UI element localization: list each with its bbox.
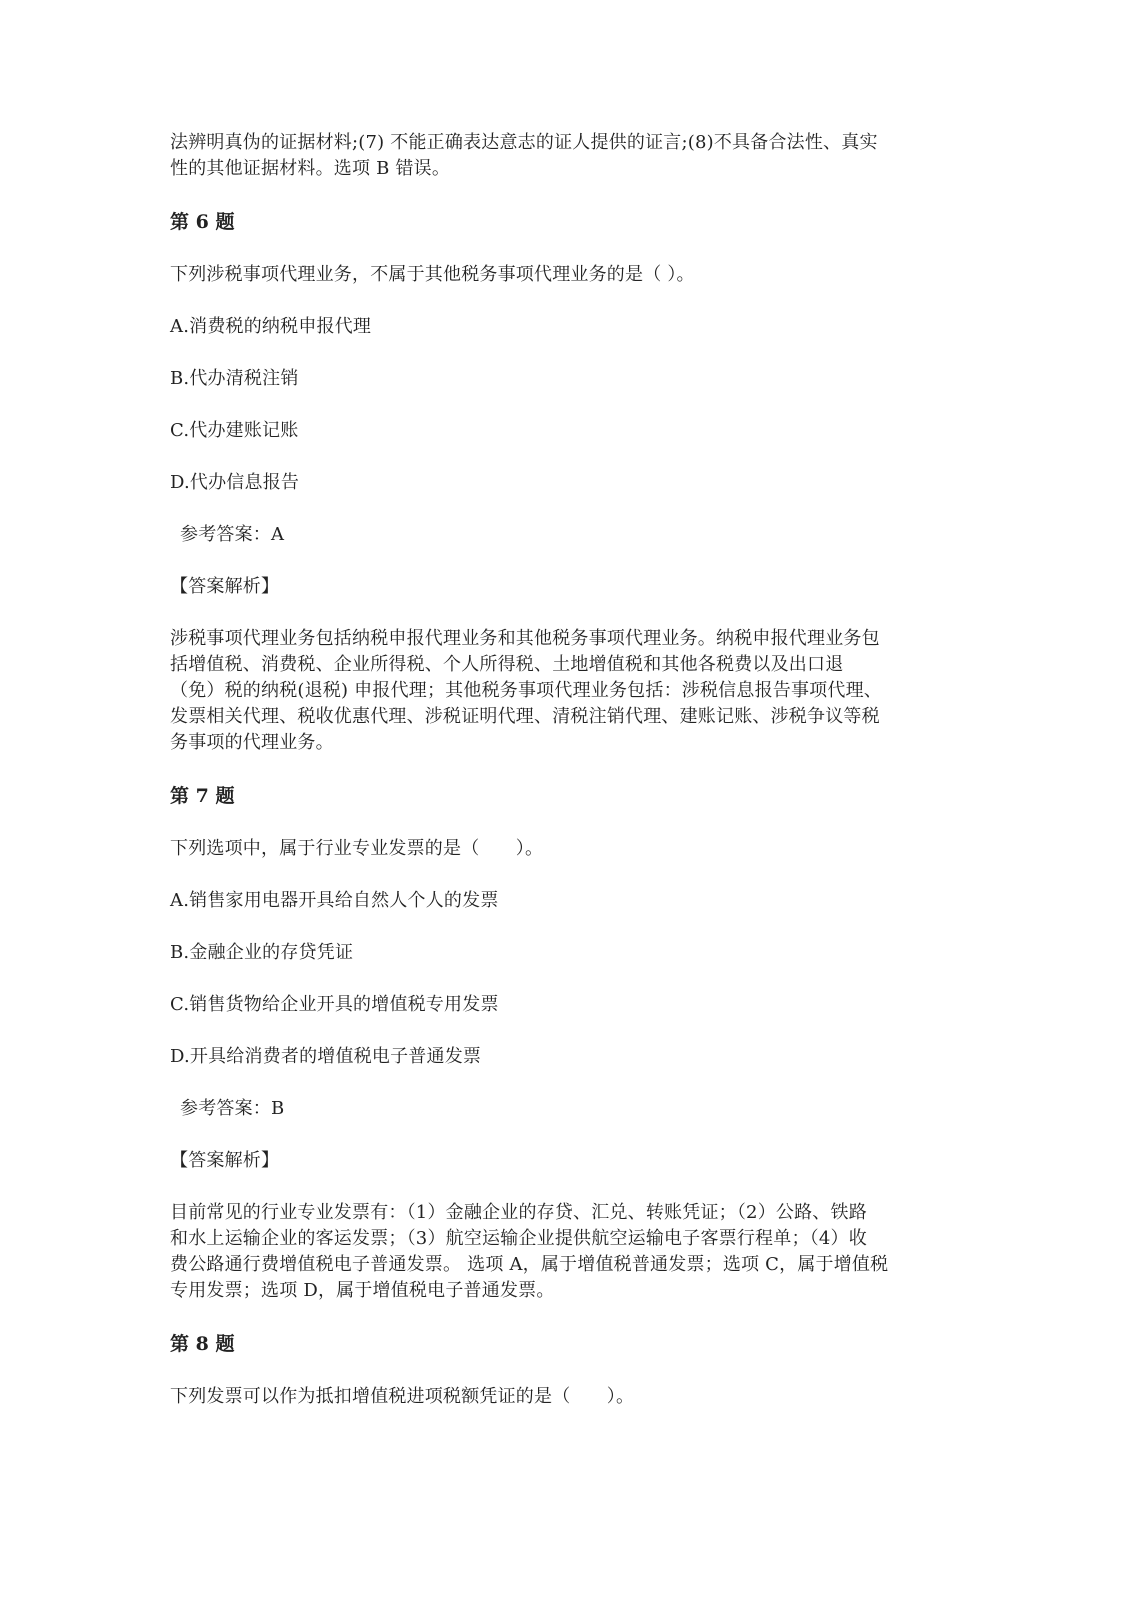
analysis-line: 发票相关代理、税收优惠代理、涉税证明代理、清税注销代理、建账记账、涉税争议等税: [170, 706, 880, 727]
question-stem: 下列选项中，属于行业专业发票的是（ ）。: [170, 838, 544, 859]
option-b: B.金融企业的存贷凭证: [170, 942, 354, 963]
question-title: 第 8 题: [170, 1333, 235, 1355]
analysis-line: 和水上运输企业的客运发票；（3）航空运输企业提供航空运输电子客票行程单；（4）收: [170, 1228, 867, 1249]
option-c: C.销售货物给企业开具的增值税专用发票: [170, 994, 499, 1015]
question-title: 第 7 题: [170, 785, 235, 807]
option-d: D.代办信息报告: [170, 472, 300, 493]
intro-line: 法辨明真伪的证据材料;(7) 不能正确表达意志的证人提供的证言;(8)不具备合法性、真实: [170, 132, 878, 153]
reference-answer: 参考答案：A: [180, 524, 285, 545]
intro-line: 性的其他证据材料。选项 B 错误。: [170, 158, 451, 179]
analysis-line: 费公路通行费增值税电子普通发票。 选项 A，属于增值税普通发票；选项 C，属于增值税: [170, 1254, 889, 1275]
analysis-line: 专用发票；选项 D，属于增值税电子普通发票。: [170, 1280, 555, 1301]
option-c: C.代办建账记账: [170, 420, 299, 441]
analysis-line: 涉税事项代理业务包括纳税申报代理业务和其他税务事项代理业务。纳税申报代理业务包: [170, 628, 880, 649]
option-a: A.消费税的纳税申报代理: [170, 316, 372, 337]
option-a: A.销售家用电器开具给自然人个人的发票: [170, 890, 499, 911]
question-stem: 下列涉税事项代理业务，不属于其他税务事项代理业务的是（ ）。: [170, 264, 695, 285]
reference-answer: 参考答案：B: [180, 1098, 285, 1119]
analysis-line: 目前常见的行业专业发票有：（1）金融企业的存贷、汇兑、转账凭证；（2）公路、铁路: [170, 1202, 867, 1223]
page-content: [170, 130, 960, 1410]
option-b: B.代办清税注销: [170, 368, 299, 389]
analysis-line: 务事项的代理业务。: [170, 732, 334, 753]
analysis-line: （免）税的纳税(退税) 申报代理；其他税务事项代理业务包括：涉税信息报告事项代理、: [170, 680, 882, 701]
analysis-label: 【答案解析】: [170, 1150, 280, 1171]
question-stem: 下列发票可以作为抵扣增值税进项税额凭证的是（ ）。: [170, 1386, 635, 1407]
question-title: 第 6 题: [170, 211, 235, 233]
analysis-line: 括增值税、消费税、企业所得税、个人所得税、土地增值税和其他各税费以及出口退: [170, 654, 844, 675]
option-d: D.开具给消费者的增值税电子普通发票: [170, 1046, 482, 1067]
analysis-label: 【答案解析】: [170, 576, 280, 597]
